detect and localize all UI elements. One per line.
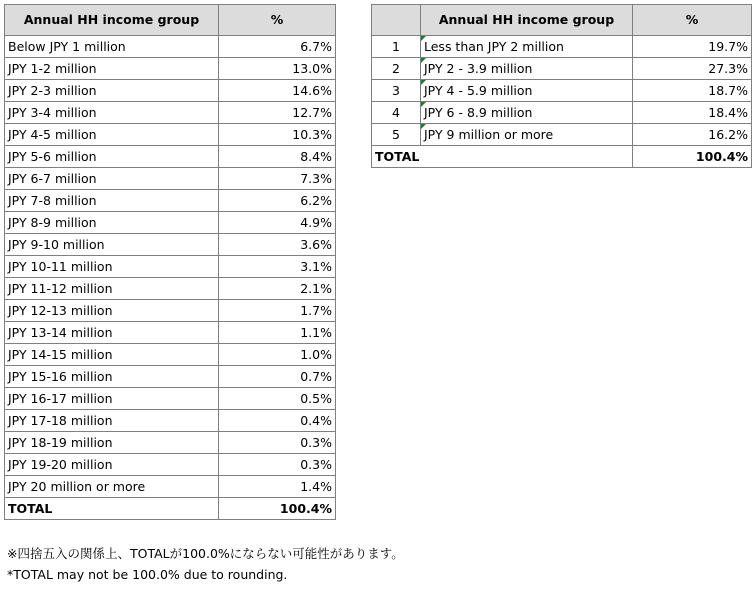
table-row — [5, 366, 336, 388]
table-row — [5, 58, 336, 80]
percent-cell: 14.6% — [219, 80, 336, 102]
income-group-cell: JPY 5-6 million — [5, 146, 219, 168]
table-row — [5, 300, 336, 322]
table-row — [5, 212, 336, 234]
percent-cell: 2.1% — [219, 278, 336, 300]
table-row — [5, 432, 336, 454]
percent-cell: 0.5% — [219, 388, 336, 410]
table-row — [372, 80, 752, 102]
income-group-cell: JPY 9 million or more — [421, 124, 633, 146]
total-value-cell: 100.4% — [633, 146, 752, 168]
income-group-cell: JPY 9-10 million — [5, 234, 219, 256]
income-group-cell: JPY 6-7 million — [5, 168, 219, 190]
table-header-row — [372, 5, 752, 36]
rounding-note-japanese: ※四捨五入の関係上、TOTALが100.0%にならない可能性があります。 — [7, 546, 404, 561]
percent-cell: 18.4% — [633, 102, 752, 124]
percent-cell: 16.2% — [633, 124, 752, 146]
table-row — [5, 256, 336, 278]
income-group-cell: JPY 19-20 million — [5, 454, 219, 476]
rounding-note-english: *TOTAL may not be 100.0% due to rounding. — [7, 567, 288, 582]
income-group-cell: Less than JPY 2 million — [421, 36, 633, 58]
table-header-row — [5, 5, 336, 36]
column-header-index — [372, 5, 421, 36]
table-row — [372, 58, 752, 80]
percent-cell: 6.2% — [219, 190, 336, 212]
percent-cell: 12.7% — [219, 102, 336, 124]
table-row — [5, 410, 336, 432]
table-row — [5, 124, 336, 146]
table-row — [5, 36, 336, 58]
table-row — [5, 190, 336, 212]
total-label-cell: TOTAL — [5, 498, 219, 520]
table-row — [5, 80, 336, 102]
total-row — [5, 498, 336, 520]
percent-cell: 0.7% — [219, 366, 336, 388]
table-row — [5, 344, 336, 366]
index-cell: 4 — [372, 102, 421, 124]
table-row — [5, 102, 336, 124]
index-cell: 1 — [372, 36, 421, 58]
percent-cell: 1.4% — [219, 476, 336, 498]
income-group-cell: JPY 14-15 million — [5, 344, 219, 366]
percent-cell: 27.3% — [633, 58, 752, 80]
income-group-cell: JPY 1-2 million — [5, 58, 219, 80]
income-group-cell: JPY 18-19 million — [5, 432, 219, 454]
column-header-income-group: Annual HH income group — [5, 5, 219, 36]
total-label-cell: TOTAL — [372, 146, 633, 168]
percent-cell: 10.3% — [219, 124, 336, 146]
income-group-cell: Below JPY 1 million — [5, 36, 219, 58]
percent-cell: 0.3% — [219, 432, 336, 454]
income-group-cell: JPY 2-3 million — [5, 80, 219, 102]
table-row — [5, 388, 336, 410]
income-group-cell: JPY 4-5 million — [5, 124, 219, 146]
income-group-cell: JPY 12-13 million — [5, 300, 219, 322]
table-row — [5, 278, 336, 300]
total-value-cell: 100.4% — [219, 498, 336, 520]
percent-cell: 8.4% — [219, 146, 336, 168]
income-group-cell: JPY 4 - 5.9 million — [421, 80, 633, 102]
percent-cell: 13.0% — [219, 58, 336, 80]
table-row — [5, 454, 336, 476]
percent-cell: 1.7% — [219, 300, 336, 322]
percent-cell: 0.4% — [219, 410, 336, 432]
column-header-percent: % — [219, 5, 336, 36]
income-group-cell: JPY 2 - 3.9 million — [421, 58, 633, 80]
percent-cell: 1.1% — [219, 322, 336, 344]
income-table-grouped — [371, 4, 752, 168]
income-group-cell: JPY 3-4 million — [5, 102, 219, 124]
percent-cell: 3.1% — [219, 256, 336, 278]
income-group-cell: JPY 6 - 8.9 million — [421, 102, 633, 124]
income-group-cell: JPY 13-14 million — [5, 322, 219, 344]
table-row — [5, 146, 336, 168]
column-header-income-group: Annual HH income group — [421, 5, 633, 36]
income-group-cell: JPY 8-9 million — [5, 212, 219, 234]
table-row — [372, 36, 752, 58]
income-group-cell: JPY 20 million or more — [5, 476, 219, 498]
income-group-cell: JPY 17-18 million — [5, 410, 219, 432]
income-group-cell: JPY 11-12 million — [5, 278, 219, 300]
percent-cell: 1.0% — [219, 344, 336, 366]
income-group-cell: JPY 16-17 million — [5, 388, 219, 410]
percent-cell: 3.6% — [219, 234, 336, 256]
percent-cell: 7.3% — [219, 168, 336, 190]
income-group-cell: JPY 15-16 million — [5, 366, 219, 388]
percent-cell: 6.7% — [219, 36, 336, 58]
table-row — [5, 322, 336, 344]
income-group-cell: JPY 7-8 million — [5, 190, 219, 212]
table-row — [5, 168, 336, 190]
income-group-cell: JPY 10-11 million — [5, 256, 219, 278]
percent-cell: 19.7% — [633, 36, 752, 58]
table-row — [5, 234, 336, 256]
index-cell: 3 — [372, 80, 421, 102]
percent-cell: 4.9% — [219, 212, 336, 234]
total-row — [372, 146, 752, 168]
table-row — [5, 476, 336, 498]
index-cell: 5 — [372, 124, 421, 146]
table-row — [372, 124, 752, 146]
income-table-detailed — [4, 4, 336, 520]
index-cell: 2 — [372, 58, 421, 80]
table-row — [372, 102, 752, 124]
percent-cell: 18.7% — [633, 80, 752, 102]
column-header-percent: % — [633, 5, 752, 36]
percent-cell: 0.3% — [219, 454, 336, 476]
